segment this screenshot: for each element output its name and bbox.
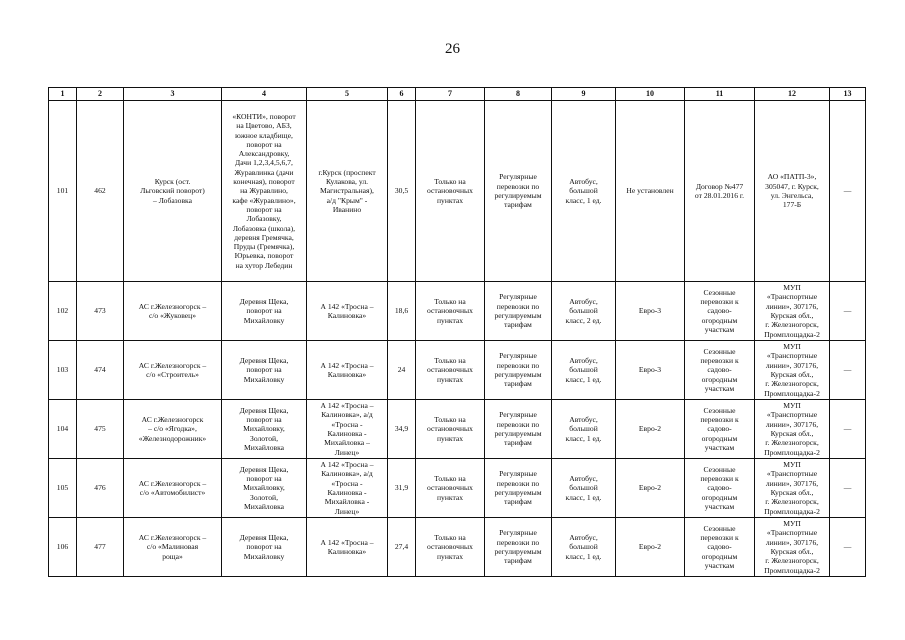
boarding-procedure: Только на остановочных пунктах <box>416 282 485 341</box>
header-cell-12: 12 <box>755 88 830 101</box>
table-row <box>49 282 866 341</box>
vehicle-class: Автобус, большой класс, 1 ед. <box>552 518 616 577</box>
route-streets: А 142 «Тросна – Калиновка» <box>307 341 388 400</box>
header-cell-3: 3 <box>124 88 222 101</box>
boarding-procedure: Только на остановочных пунктах <box>416 518 485 577</box>
transport-type: Регулярные перевозки по регулируемым тарифам <box>485 101 552 282</box>
boarding-procedure: Только на остановочных пунктах <box>416 101 485 282</box>
notes: — <box>830 282 866 341</box>
route-length: 24 <box>388 341 416 400</box>
route-length: 27,4 <box>388 518 416 577</box>
page-number: 26 <box>445 41 460 57</box>
vehicle-class: Автобус, большой класс, 1 ед. <box>552 459 616 518</box>
boarding-procedure: Только на остановочных пунктах <box>416 400 485 459</box>
service-start: Сезонные перевозки к садово- огородным участкам <box>685 459 755 518</box>
carrier-info: МУП «Транспортные линии», 307176, Курская обл., г. Железногорск, Промплощадка-2 <box>755 400 830 459</box>
header-cell-2: 2 <box>77 88 124 101</box>
header-cell-6: 6 <box>388 88 416 101</box>
intermediate-stops: Деревня Щека, поворот на Михайловку <box>222 282 307 341</box>
eco-class: Евро-3 <box>616 341 685 400</box>
service-start: Сезонные перевозки к садово- огородным участкам <box>685 341 755 400</box>
route-streets: А 142 «Тросна – Калиновка», а/д «Тросна - Калиновка - Михайловка – Линец» <box>307 400 388 459</box>
header-cell-11: 11 <box>685 88 755 101</box>
route-number: 474 <box>77 341 124 400</box>
route-streets: А 142 «Тросна – Калиновка» <box>307 282 388 341</box>
transport-type: Регулярные перевозки по регулируемым тарифам <box>485 518 552 577</box>
eco-class: Евро-2 <box>616 459 685 518</box>
row-number: 105 <box>49 459 77 518</box>
eco-class: Евро-2 <box>616 518 685 577</box>
intermediate-stops: Деревня Щека, поворот на Михайловку, Золотой, Михайловка <box>222 400 307 459</box>
header-cell-5: 5 <box>307 88 388 101</box>
route-name: АС г.Железногорск – с/о «Жуковец» <box>124 282 222 341</box>
route-name: АС г.Железногорск – с/о «Строитель» <box>124 341 222 400</box>
service-start: Сезонные перевозки к садово- огородным участкам <box>685 282 755 341</box>
route-name: АС г.Железногорск – с/о «Ягодка», «Железнодорожник» <box>124 400 222 459</box>
header-row <box>49 88 866 101</box>
route-name: АС г.Железногорск – с/о «Малиновая роща» <box>124 518 222 577</box>
carrier-info: МУП «Транспортные линии», 307176, Курская обл., г. Железногорск, Промплощадка-2 <box>755 459 830 518</box>
header-cell-4: 4 <box>222 88 307 101</box>
row-number: 101 <box>49 101 77 282</box>
row-number: 103 <box>49 341 77 400</box>
service-start: Договор №477 от 28.01.2016 г. <box>685 101 755 282</box>
carrier-info: МУП «Транспортные линии», 307176, Курская обл., г. Железногорск, Промплощадка-2 <box>755 341 830 400</box>
header-cell-13: 13 <box>830 88 866 101</box>
eco-class: Не установлен <box>616 101 685 282</box>
intermediate-stops: «КОНТИ», поворот на Цветово, АБЗ, южное кладбище, поворот на Александровку, Дачи 1,2,3,4,5,6,7, Журавлинка (дачи конечная), поворот на Журавлино, кафе «Журавлино», поворот на Лобазовку, Лобазовка (школа), деревня Гремячка, Пруды (Гремячка), Юрьевка, поворот на хутор Лебедин <box>222 101 307 282</box>
eco-class: Евро-2 <box>616 400 685 459</box>
route-name: АС г.Железногорск – с/о «Автомобилист» <box>124 459 222 518</box>
header-cell-10: 10 <box>616 88 685 101</box>
carrier-info: АО «ПАТП-3», 305047, г. Курск, ул. Энгельса, 177-Б <box>755 101 830 282</box>
row-number: 102 <box>49 282 77 341</box>
notes: — <box>830 518 866 577</box>
transport-type: Регулярные перевозки по регулируемым тарифам <box>485 400 552 459</box>
route-number: 476 <box>77 459 124 518</box>
notes: — <box>830 400 866 459</box>
route-number: 473 <box>77 282 124 341</box>
carrier-info: МУП «Транспортные линии», 307176, Курская обл., г. Железногорск, Промплощадка-2 <box>755 518 830 577</box>
transport-type: Регулярные перевозки по регулируемым тарифам <box>485 459 552 518</box>
route-length: 30,5 <box>388 101 416 282</box>
route-streets: г.Курск (проспект Кулакова, ул. Магистральная), а/д "Крым" - Иванино <box>307 101 388 282</box>
route-length: 31,9 <box>388 459 416 518</box>
notes: — <box>830 459 866 518</box>
transport-type: Регулярные перевозки по регулируемым тарифам <box>485 341 552 400</box>
header-cell-7: 7 <box>416 88 485 101</box>
row-number: 106 <box>49 518 77 577</box>
route-number: 475 <box>77 400 124 459</box>
vehicle-class: Автобус, большой класс, 2 ед. <box>552 282 616 341</box>
route-length: 34,9 <box>388 400 416 459</box>
carrier-info: МУП «Транспортные линии», 307176, Курская обл., г. Железногорск, Промплощадка-2 <box>755 282 830 341</box>
route-streets: А 142 «Тросна – Калиновка», а/д «Тросна - Калиновка - Михайловка - Линец» <box>307 459 388 518</box>
route-number: 477 <box>77 518 124 577</box>
route-number: 462 <box>77 101 124 282</box>
vehicle-class: Автобус, большой класс, 1 ед. <box>552 341 616 400</box>
header-cell-8: 8 <box>485 88 552 101</box>
table-row <box>49 341 866 400</box>
intermediate-stops: Деревня Щека, поворот на Михайловку <box>222 518 307 577</box>
vehicle-class: Автобус, большой класс, 1 ед. <box>552 400 616 459</box>
row-number: 104 <box>49 400 77 459</box>
route-name: Курск (ост. Льговский поворот) – Лобазовка <box>124 101 222 282</box>
notes: — <box>830 341 866 400</box>
service-start: Сезонные перевозки к садово- огородным участкам <box>685 518 755 577</box>
route-streets: А 142 «Тросна – Калиновка» <box>307 518 388 577</box>
notes: — <box>830 101 866 282</box>
intermediate-stops: Деревня Щека, поворот на Михайловку <box>222 341 307 400</box>
boarding-procedure: Только на остановочных пунктах <box>416 459 485 518</box>
table-row <box>49 518 866 577</box>
transport-type: Регулярные перевозки по регулируемым тарифам <box>485 282 552 341</box>
table-row <box>49 459 866 518</box>
eco-class: Евро-3 <box>616 282 685 341</box>
service-start: Сезонные перевозки к садово- огородным участкам <box>685 400 755 459</box>
table-row <box>49 101 866 282</box>
vehicle-class: Автобус, большой класс, 1 ед. <box>552 101 616 282</box>
routes-table <box>48 87 866 577</box>
header-cell-1: 1 <box>49 88 77 101</box>
header-cell-9: 9 <box>552 88 616 101</box>
intermediate-stops: Деревня Щека, поворот на Михайловку, Золотой, Михайловка <box>222 459 307 518</box>
boarding-procedure: Только на остановочных пунктах <box>416 341 485 400</box>
table-row <box>49 400 866 459</box>
route-length: 18,6 <box>388 282 416 341</box>
